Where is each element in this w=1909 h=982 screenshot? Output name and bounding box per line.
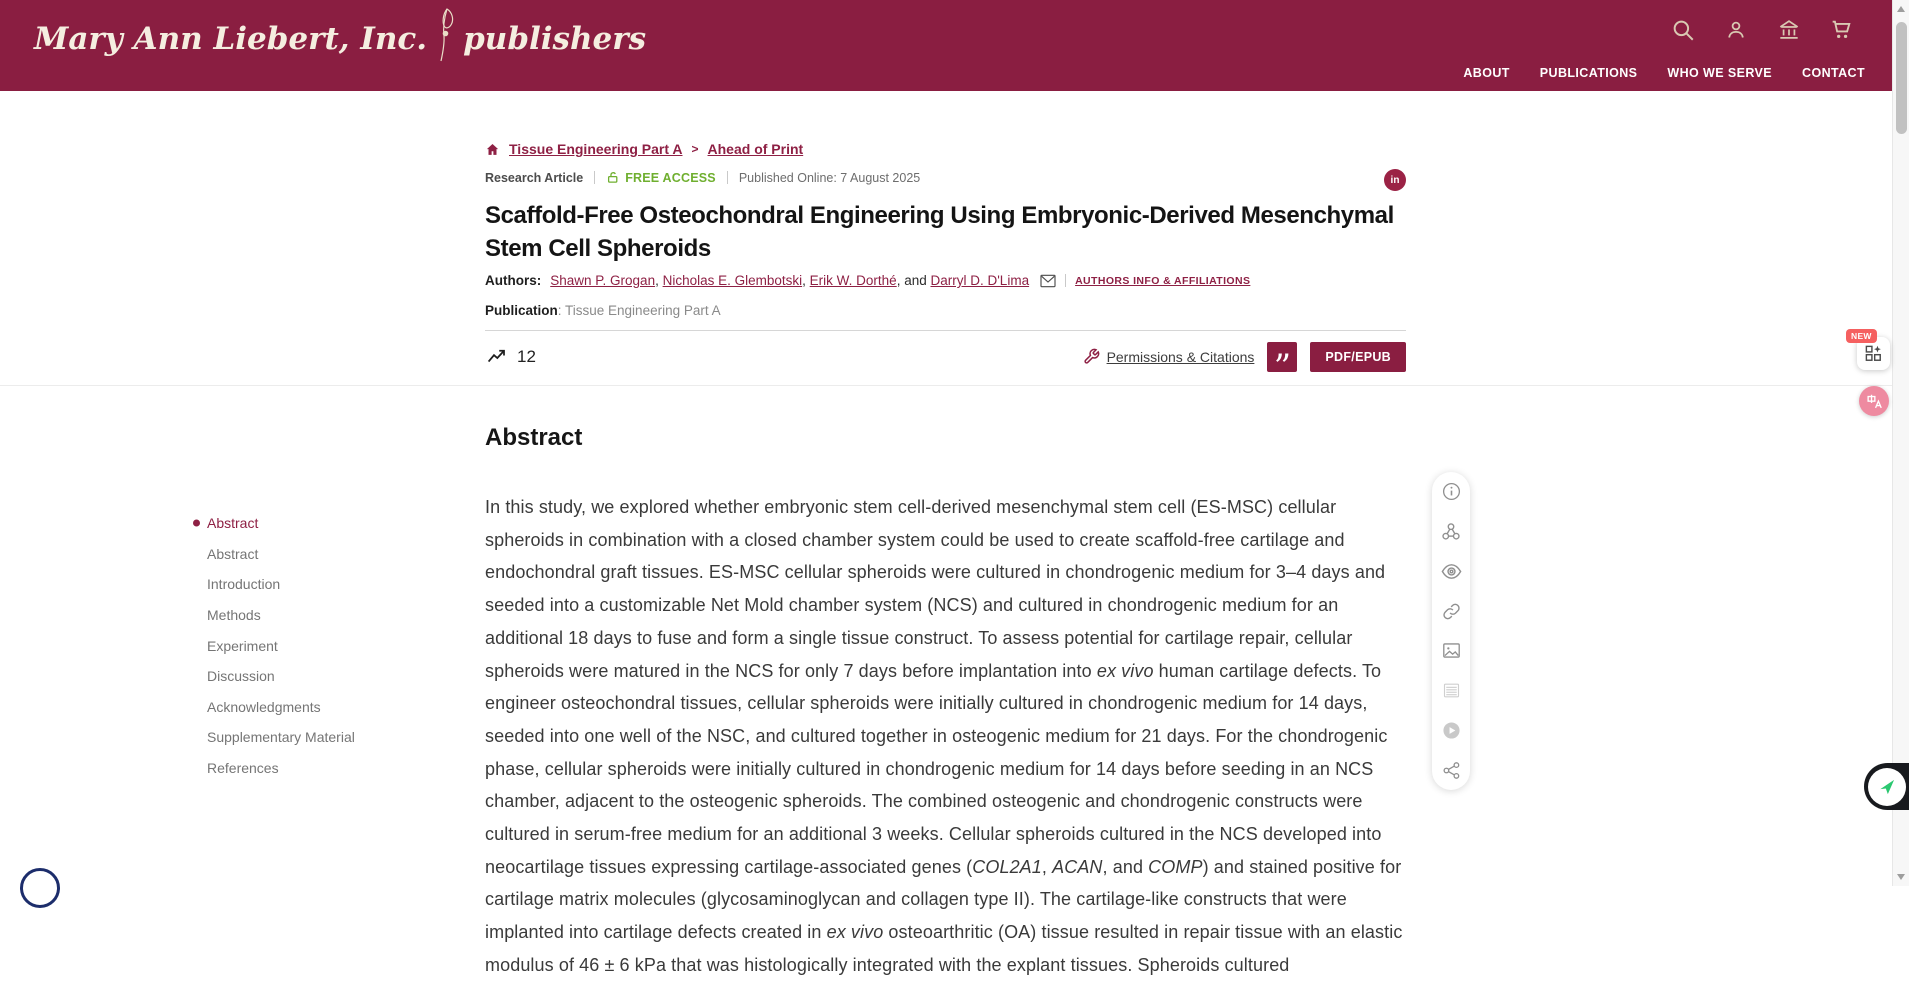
apps-sparkle-icon [1864,344,1883,363]
main-navigation [1463,66,1865,80]
metric-count: 12 [517,346,536,366]
media-icon [1439,718,1463,742]
author-separator: , [802,273,810,288]
preview-icon[interactable] [1439,559,1463,583]
linkedin-share-icon[interactable]: in [1384,169,1406,191]
trending-up-icon [485,347,508,367]
oak-leaf-icon [431,6,461,83]
home-icon[interactable] [485,142,500,157]
info-icon[interactable] [1439,480,1463,504]
translate-icon [1866,393,1883,410]
publication-value: : Tissue Engineering Part A [557,303,721,318]
logo-main-text: Mary Ann Liebert, Inc. [34,21,428,57]
abstract-text-segment: ex vivo [1096,660,1154,681]
toc-item-methods[interactable] [196,600,396,631]
author-separator: , [655,273,663,288]
permissions-citations-link[interactable]: Permissions & Citations [1106,348,1255,365]
cite-button[interactable]: ” [1267,342,1297,372]
nav-link-who-we-serve[interactable]: WHO WE SERVE [1667,66,1773,80]
toc-item-label: Introduction [207,576,281,593]
breadcrumb-separator: > [691,142,699,156]
divider [594,171,595,184]
toc-item-label: References [207,760,279,777]
published-online-label: Published Online: 7 August 2025 [738,170,921,185]
abstract-heading: Abstract [485,424,583,451]
author-links [550,273,1029,288]
author-link[interactable]: Darryl D. D'Lima [930,273,1030,288]
tables-icon [1439,679,1463,703]
toc-item-label: Supplementary Material [207,729,355,746]
abstract-paragraph [485,491,1406,982]
institution-icon[interactable] [1775,16,1802,43]
article-side-toolbar [1432,472,1470,790]
email-icon[interactable] [1040,274,1056,288]
translate-widget[interactable] [1859,386,1889,416]
toc-item-discussion[interactable] [196,661,396,692]
abstract-text-segment: ) and stained positive for cartilage matrix molecules (glycosaminoglycan and collagen type II). The cartilage-like constructs that were implanted into cartilage defects created in [485,856,1402,943]
wrench-icon [1083,348,1100,365]
toc-item-label: Experiment [207,637,278,654]
authors-label: Authors: [485,273,542,288]
metrics-actions-row [485,341,1406,387]
related-content-icon[interactable] [1439,520,1463,544]
scrollbar-thumb[interactable] [1896,22,1907,134]
scrollbar-down-arrow[interactable] [1897,874,1905,880]
citation-metric-badge[interactable] [485,347,536,367]
article-actions [1083,342,1406,387]
abstract-text-segment: COL2A1 [972,856,1042,877]
author-separator: , and [896,273,931,288]
accessibility-widget[interactable] [20,868,60,908]
permissions-group [1083,348,1255,365]
section-divider [0,385,1892,386]
content-divider [485,330,1406,331]
author-link[interactable]: Erik W. Dorthé [809,273,897,288]
site-header [0,0,1909,91]
toc-item-abstract[interactable] [196,508,396,539]
new-badge: NEW [1846,329,1877,343]
abstract-text-segment: COMP [1148,856,1203,877]
authors-row [485,273,1250,288]
share-icon[interactable] [1439,758,1463,782]
toc-item-label: Abstract [207,515,259,532]
article-type-label: Research Article [485,170,584,185]
breadcrumb [485,141,803,157]
open-lock-icon [606,170,620,185]
free-access-label: FREE ACCESS [625,170,716,185]
search-icon[interactable] [1669,16,1696,43]
toc-item-label: Abstract [207,545,259,562]
translator-chat-circle [1868,768,1906,806]
breadcrumb-ahead-of-print-link[interactable]: Ahead of Print [707,141,804,157]
author-link[interactable]: Shawn P. Grogan [550,273,656,288]
article-meta-row [485,170,920,185]
abstract-text-segment: In this study, we explored whether embryonic stem cell-derived mesenchymal stem cell (ES-MSC) cellular spheroids in combination with a closed chamber system could be used to create scaffold-free cartilage and endochondral graft tissues. ES-MSC cellular spheroids were cultured in chondrogenic medium for 3–4 days and seeded into a customizable Net Mold chamber system (NCS) and cultured in chondrogenic medium for an additional 18 days to fuse and form a single tissue construct. To assess potential for cartilage repair, cellular spheroids were matured in the NCS for only 7 days before implantation into [485,497,1386,681]
nav-link-about[interactable]: ABOUT [1463,66,1510,80]
toc-item-supplementary-material[interactable] [196,722,396,753]
publication-label: Publication [485,303,558,318]
toc-item-label: Acknowledgments [207,698,321,715]
cart-icon[interactable] [1828,16,1855,43]
toc-item-references[interactable] [196,753,396,784]
scrollbar [1892,0,1909,886]
header-utility-icons [1669,16,1855,43]
abstract-text-segment: , [1041,856,1053,877]
scrollbar-up-arrow[interactable] [1897,6,1905,12]
toc-item-experiment[interactable] [196,630,396,661]
toc-item-acknowledgments[interactable] [196,692,396,723]
account-icon[interactable] [1722,16,1749,43]
toc-item-introduction[interactable] [196,569,396,600]
divider [1065,274,1066,287]
article-toc [196,508,396,783]
toc-item-label: Methods [207,607,261,624]
toc-item-abstract[interactable] [196,539,396,570]
translator-chat-widget[interactable] [1864,763,1909,810]
send-arrow-icon [1877,777,1897,797]
active-section-dot [193,520,200,527]
free-access-badge [606,170,716,185]
abstract-text-segment: ACAN [1052,856,1103,877]
publisher-logo[interactable] [34,10,646,83]
nav-link-publications[interactable]: PUBLICATIONS [1539,66,1638,80]
figures-icon[interactable] [1439,639,1463,663]
link-icon[interactable] [1439,599,1463,623]
abstract-text-segment: osteoarthritic (OA) tissue resulted in repair tissue with an elastic modulus of 46 ± 6 kPa that was histologically integrated with the explant tissues. Spheroids cultured [485,922,1403,975]
author-link[interactable]: Nicholas E. Glembotski [662,273,803,288]
nav-link-contact[interactable]: CONTACT [1802,66,1865,80]
authors-info-link[interactable]: AUTHORS INFO & AFFILIATIONS [1075,274,1251,287]
breadcrumb-journal-link[interactable]: Tissue Engineering Part A [509,141,683,157]
abstract-text-segment: human cartilage defects. To engineer osteochondral tissues, cellular spheroids were initially cultured in chondrogenic medium for 14 days, seeded into one well of the NSC, and cultured together in osteogenic medium for 21 days. For the chondrogenic phase, cellular spheroids were initially cultured in chondrogenic medium for 14 days before seeding in an NCS chamber, adjacent to the osteogenic spheroids. The combined osteogenic and chondrogenic constructs were cultured in serum-free medium for an additional 3 weeks. Cellular spheroids cultured in the NCS developed into neocartilage tissues expressing cartilage-associated genes ( [485,660,1388,877]
article-title: Scaffold-Free Osteochondral Engineering Using Embryonic-Derived Mesenchymal Stem Cell Spheroids [485,202,1394,262]
abstract-text-segment: , and [1102,856,1149,877]
abstract-text-segment: ex vivo [826,922,884,943]
publication-row [485,303,721,318]
pdf-epub-button[interactable]: PDF/EPUB [1310,342,1406,372]
toc-item-label: Discussion [207,668,275,685]
logo-secondary-text: publishers [463,21,647,57]
divider [727,171,728,184]
